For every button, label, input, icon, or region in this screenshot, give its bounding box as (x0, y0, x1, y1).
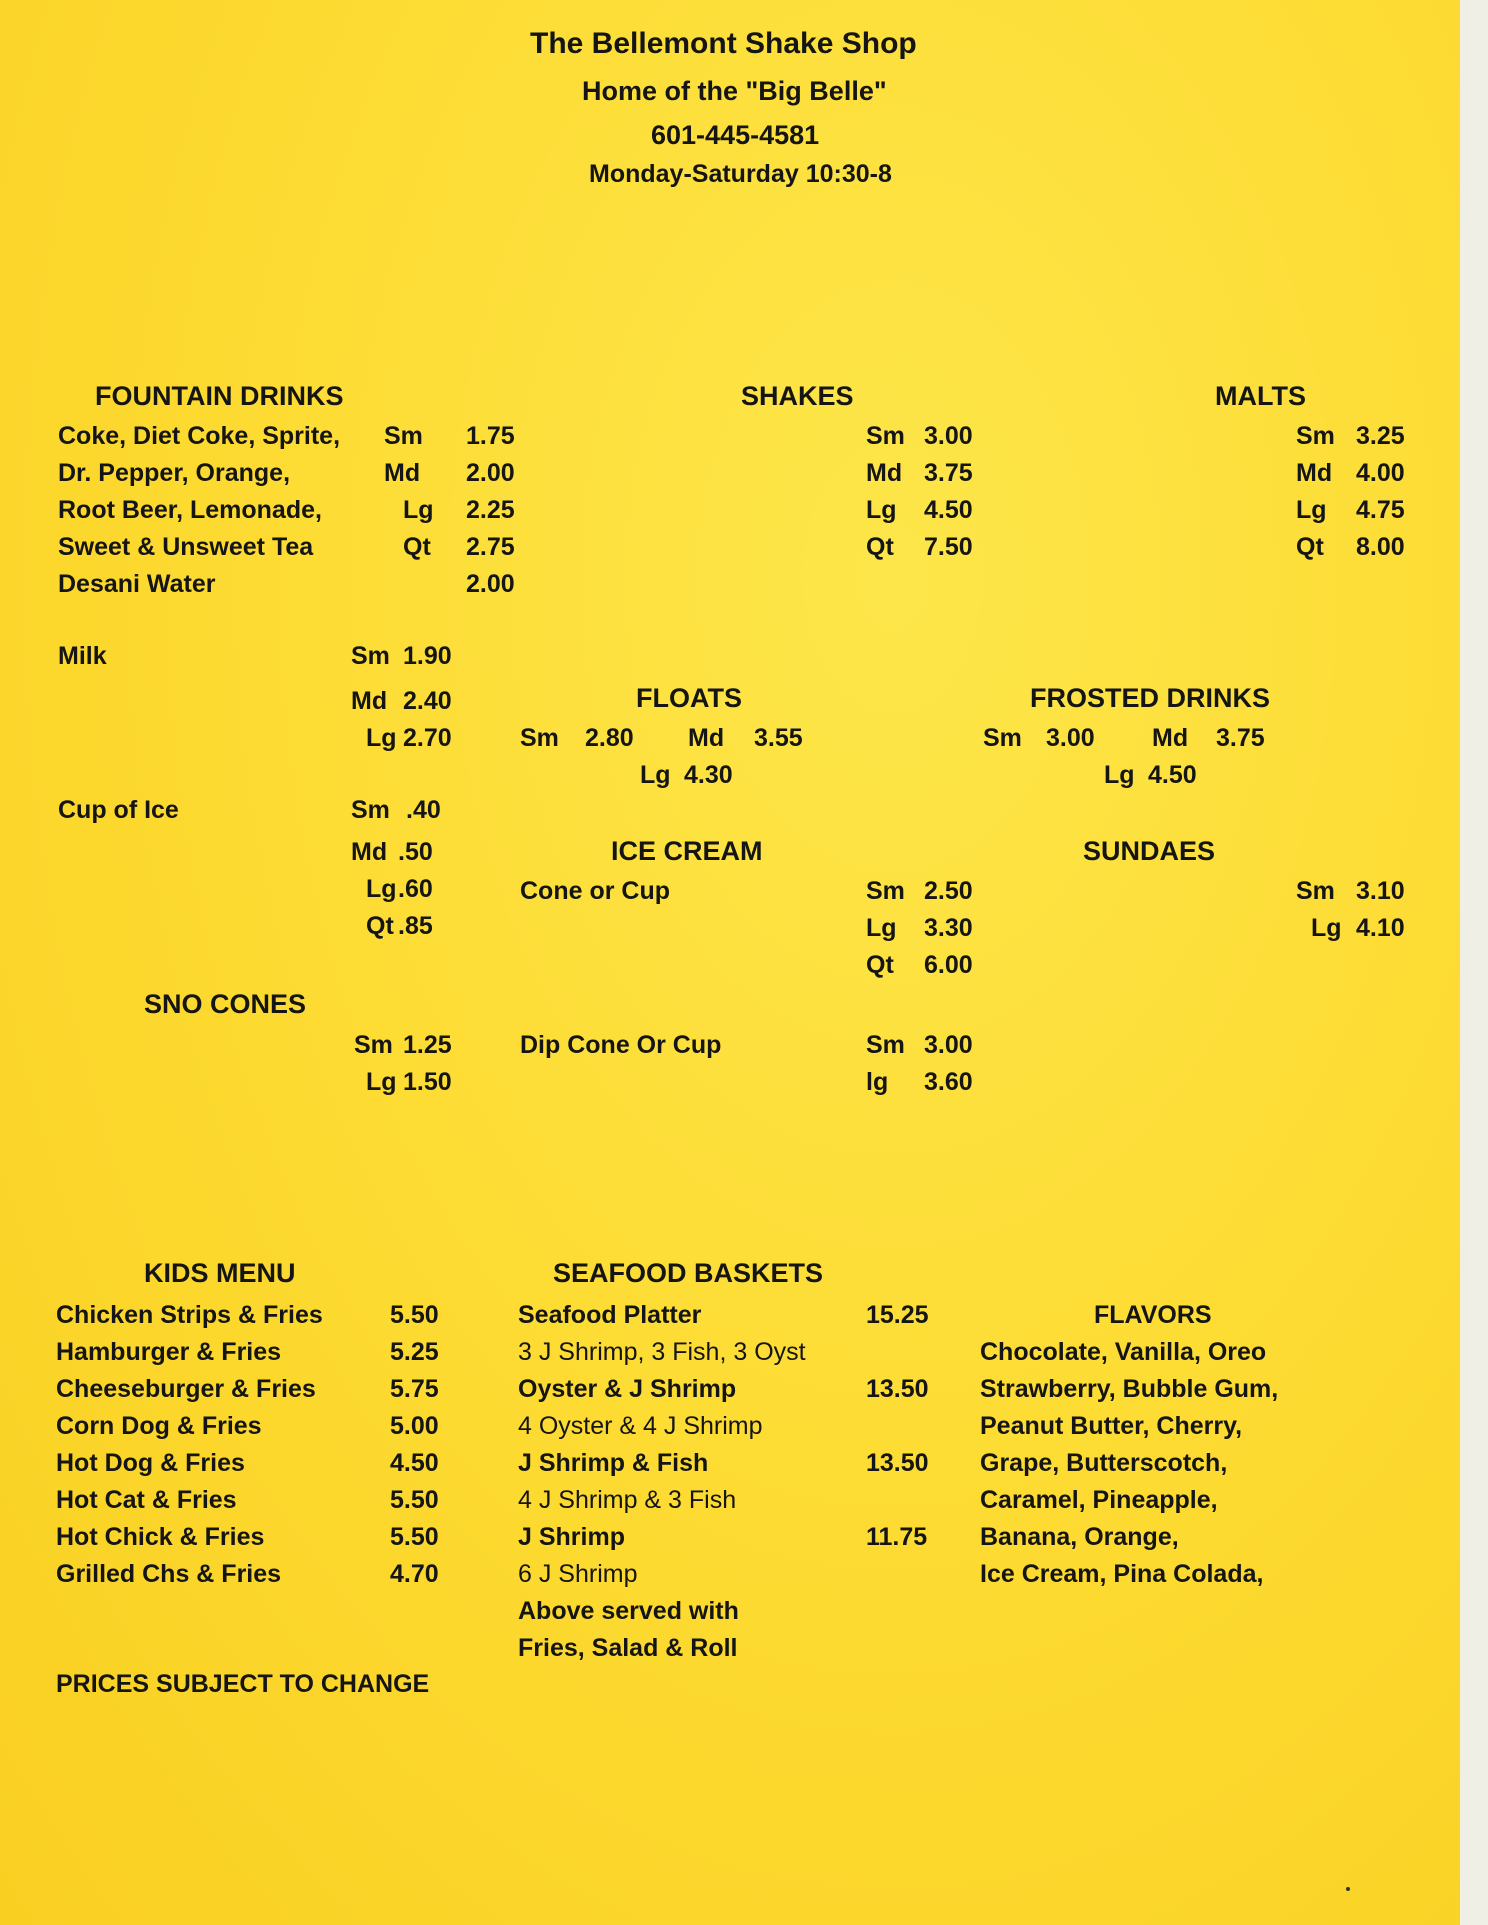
sundae-size: Lg (1311, 914, 1342, 942)
milk-size: Md (351, 687, 388, 715)
fountain-drink-size: Lg (403, 496, 434, 524)
flavor-line: Peanut Butter, Cherry, (980, 1412, 1243, 1440)
frosted-drink-size: Lg (1104, 761, 1135, 789)
seafood-item: J Shrimp (518, 1523, 625, 1551)
shop-tagline: Home of the "Big Belle" (582, 76, 887, 106)
ice-cream-dip-label: Dip Cone Or Cup (520, 1031, 722, 1059)
ice-cream-size: Qt (866, 951, 894, 979)
kids-menu-price: 4.50 (390, 1449, 439, 1477)
fountain-drink-label: Dr. Pepper, Orange, (58, 459, 291, 487)
float-price: 3.55 (754, 724, 803, 752)
milk-label: Milk (58, 642, 107, 670)
float-size: Sm (520, 724, 559, 752)
shake-price: 3.00 (924, 422, 973, 450)
malts-heading: MALTS (1215, 381, 1306, 411)
cup-of-ice-price: .85 (398, 912, 433, 940)
fountain-drink-price: 2.00 (466, 570, 515, 598)
fountain-drink-size: Sm (384, 422, 423, 450)
frosted-drink-price: 3.75 (1216, 724, 1265, 752)
seafood-item: J Shrimp & Fish (518, 1449, 709, 1477)
malt-size: Qt (1296, 533, 1324, 561)
ice-cream-size: lg (866, 1068, 889, 1096)
float-price: 2.80 (585, 724, 634, 752)
kids-menu-item: Corn Dog & Fries (56, 1412, 262, 1440)
seafood-price: 15.25 (866, 1301, 929, 1329)
kids-menu-price: 5.25 (390, 1338, 439, 1366)
sundae-size: Sm (1296, 877, 1335, 905)
sno-cone-price: 1.50 (403, 1068, 452, 1096)
shake-price: 7.50 (924, 533, 973, 561)
milk-size: Lg (366, 724, 397, 752)
fountain-drink-price: 2.25 (466, 496, 515, 524)
fountain-drink-price: 2.00 (466, 459, 515, 487)
shop-name: The Bellemont Shake Shop (530, 27, 917, 60)
fountain-drinks-heading: FOUNTAIN DRINKS (95, 381, 344, 411)
kids-menu-item: Hamburger & Fries (56, 1338, 282, 1366)
seafood-price: 11.75 (866, 1523, 928, 1551)
flavor-line: Ice Cream, Pina Colada, (980, 1560, 1264, 1588)
ice-cream-price: 3.30 (924, 914, 973, 942)
kids-menu-item: Cheeseburger & Fries (56, 1375, 316, 1403)
prices-notice: PRICES SUBJECT TO CHANGE (56, 1670, 430, 1698)
sundae-price: 3.10 (1356, 877, 1405, 905)
cup-of-ice-price: .40 (406, 796, 441, 824)
ice-cream-price: 3.60 (924, 1068, 973, 1096)
ice-cream-cone-label: Cone or Cup (520, 877, 670, 905)
frosted-drink-price: 4.50 (1148, 761, 1197, 789)
flavor-line: Chocolate, Vanilla, Oreo (980, 1338, 1267, 1366)
kids-menu-price: 5.50 (390, 1486, 439, 1514)
ice-cream-size: Lg (866, 914, 897, 942)
milk-price: 2.40 (403, 687, 452, 715)
ice-cream-heading: ICE CREAM (611, 836, 763, 866)
sundae-price: 4.10 (1356, 914, 1405, 942)
kids-menu-price: 5.75 (390, 1375, 439, 1403)
kids-menu-item: Grilled Chs & Fries (56, 1560, 282, 1588)
cup-of-ice-size: Qt (366, 912, 394, 940)
seafood-note: Above served with (518, 1597, 739, 1625)
frosted-drinks-heading: FROSTED DRINKS (1030, 683, 1271, 713)
fountain-drink-label: Desani Water (58, 570, 216, 598)
malt-size: Md (1296, 459, 1333, 487)
ice-cream-size: Sm (866, 1031, 905, 1059)
fountain-drink-size: Md (384, 459, 421, 487)
flavor-line: Grape, Butterscotch, (980, 1449, 1228, 1477)
shop-hours: Monday-Saturday 10:30-8 (589, 160, 892, 188)
fountain-drink-price: 2.75 (466, 533, 515, 561)
paper-edge (1460, 0, 1488, 1925)
kids-menu-price: 4.70 (390, 1560, 439, 1588)
milk-price: 1.90 (403, 642, 452, 670)
frosted-drink-size: Sm (983, 724, 1022, 752)
sno-cone-price: 1.25 (403, 1031, 452, 1059)
flavor-line: Strawberry, Bubble Gum, (980, 1375, 1279, 1403)
sno-cone-size: Sm (354, 1031, 393, 1059)
kids-menu-price: 5.50 (390, 1523, 439, 1551)
fountain-drink-label: Coke, Diet Coke, Sprite, (58, 422, 341, 450)
cup-of-ice-size: Sm (351, 796, 390, 824)
shakes-heading: SHAKES (741, 381, 854, 411)
flavor-line: Banana, Orange, (980, 1523, 1179, 1551)
seafood-baskets-heading: SEAFOOD BASKETS (553, 1258, 824, 1288)
paper-speck (1346, 1887, 1350, 1891)
malt-size: Sm (1296, 422, 1335, 450)
seafood-item: Seafood Platter (518, 1301, 702, 1329)
float-size: Md (688, 724, 725, 752)
frosted-drink-price: 3.00 (1046, 724, 1095, 752)
sno-cone-size: Lg (366, 1068, 397, 1096)
cup-of-ice-size: Md (351, 838, 388, 866)
kids-menu-item: Hot Dog & Fries (56, 1449, 245, 1477)
shop-phone: 601-445-4581 (651, 120, 820, 150)
sundaes-heading: SUNDAES (1083, 836, 1216, 866)
seafood-note: Fries, Salad & Roll (518, 1634, 738, 1662)
milk-price: 2.70 (403, 724, 452, 752)
seafood-price: 13.50 (866, 1449, 929, 1477)
shake-price: 4.50 (924, 496, 973, 524)
cup-of-ice-price: .60 (398, 875, 433, 903)
shake-size: Md (866, 459, 903, 487)
seafood-desc: 6 J Shrimp (518, 1560, 638, 1588)
cup-of-ice-price: .50 (398, 838, 433, 866)
shake-size: Sm (866, 422, 905, 450)
malt-price: 4.75 (1356, 496, 1405, 524)
sno-cones-heading: SNO CONES (144, 989, 307, 1019)
ice-cream-price: 6.00 (924, 951, 973, 979)
seafood-price: 13.50 (866, 1375, 929, 1403)
malt-price: 3.25 (1356, 422, 1405, 450)
kids-menu-price: 5.50 (390, 1301, 439, 1329)
seafood-desc: 3 J Shrimp, 3 Fish, 3 Oyst (518, 1338, 806, 1366)
milk-size: Sm (351, 642, 390, 670)
flavor-line: Caramel, Pineapple, (980, 1486, 1218, 1514)
fountain-drink-label: Root Beer, Lemonade, (58, 496, 322, 524)
shake-size: Lg (866, 496, 897, 524)
malt-price: 8.00 (1356, 533, 1405, 561)
ice-cream-size: Sm (866, 877, 905, 905)
malt-size: Lg (1296, 496, 1327, 524)
floats-heading: FLOATS (636, 683, 742, 713)
seafood-desc: 4 Oyster & 4 J Shrimp (518, 1412, 763, 1440)
kids-menu-heading: KIDS MENU (144, 1258, 296, 1288)
shake-price: 3.75 (924, 459, 973, 487)
fountain-drink-label: Sweet & Unsweet Tea (58, 533, 314, 561)
kids-menu-item: Hot Chick & Fries (56, 1523, 265, 1551)
frosted-drink-size: Md (1152, 724, 1189, 752)
seafood-item: Oyster & J Shrimp (518, 1375, 737, 1403)
fountain-drink-price: 1.75 (466, 422, 515, 450)
flavors-heading: FLAVORS (1094, 1301, 1212, 1329)
cup-of-ice-label: Cup of Ice (58, 796, 179, 824)
seafood-desc: 4 J Shrimp & 3 Fish (518, 1486, 737, 1514)
ice-cream-price: 2.50 (924, 877, 973, 905)
fountain-drink-size: Qt (403, 533, 431, 561)
kids-menu-item: Hot Cat & Fries (56, 1486, 237, 1514)
ice-cream-price: 3.00 (924, 1031, 973, 1059)
kids-menu-item: Chicken Strips & Fries (56, 1301, 323, 1329)
malt-price: 4.00 (1356, 459, 1405, 487)
float-price: 4.30 (684, 761, 733, 789)
float-size: Lg (640, 761, 671, 789)
cup-of-ice-size: Lg (366, 875, 397, 903)
shake-size: Qt (866, 533, 894, 561)
kids-menu-price: 5.00 (390, 1412, 439, 1440)
